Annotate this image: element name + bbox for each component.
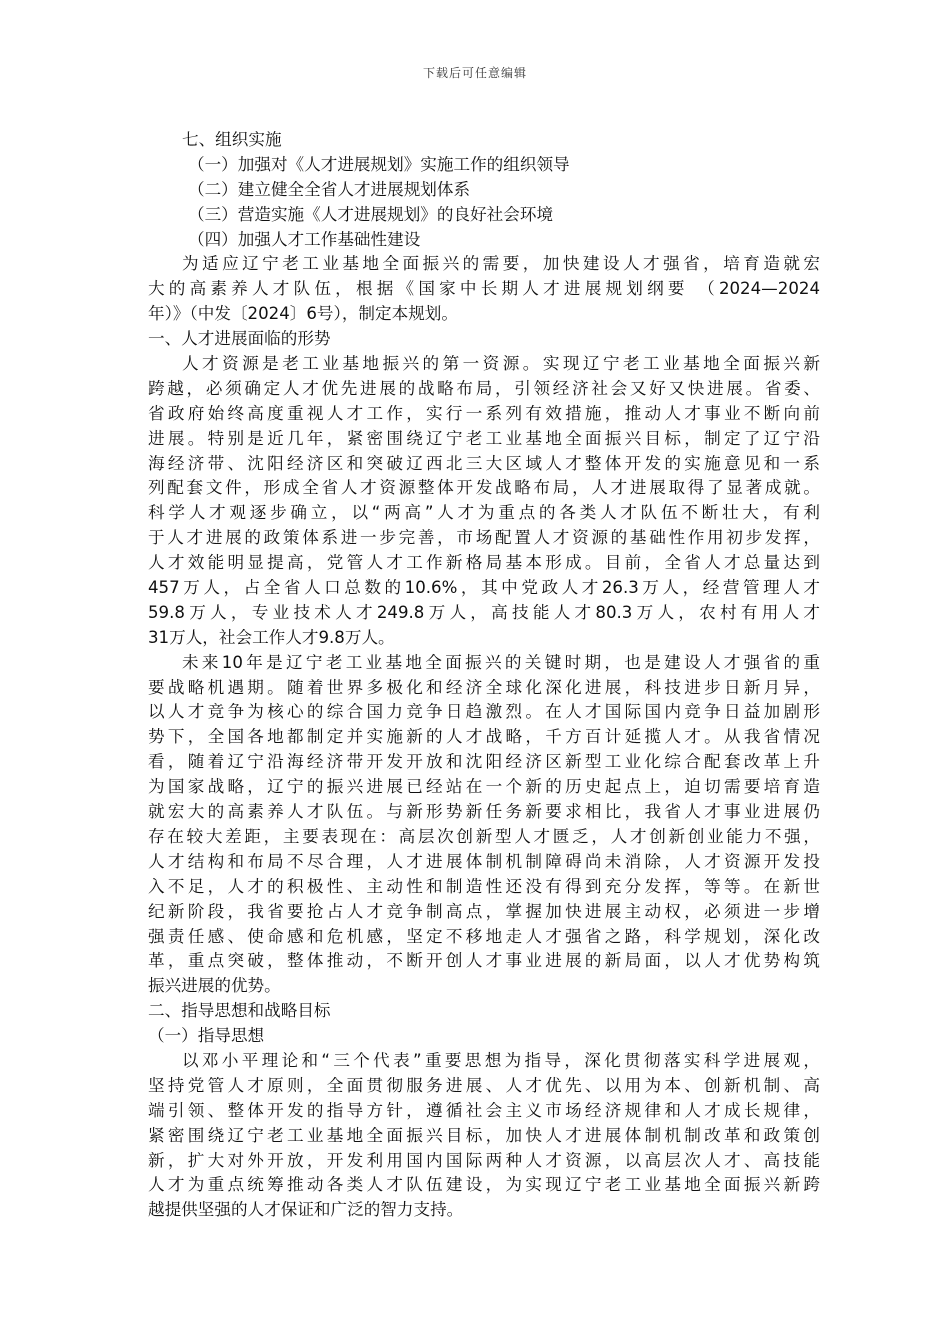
text-line: 年）》（中发〔2024〕6号），制定本规划。 <box>148 304 458 324</box>
text-line: 七、组织实施 <box>182 130 282 149</box>
text-line: 跨越，必须确定人才优先进展的战略布局，引领经济社会又好又快进展。省委、 <box>148 378 820 398</box>
text-line: 强责任感、使命感和危机感，坚定不移地走人才强省之路，科学规划，深化改 <box>148 926 820 946</box>
text-line: 人才资源是老工业基地振兴的第一资源。实现辽宁老工业基地全面振兴新 <box>182 354 820 374</box>
text-line: 存在较大差距，主要表现在：高层次创新型人才匮乏，人才创新创业能力不强， <box>148 826 820 846</box>
text-line: 二、指导思想和战略目标 <box>148 1001 331 1021</box>
text-line: 科学人才观逐步确立，以“两高”人才为重点的各类人才队伍不断壮大，有利 <box>148 503 820 523</box>
text-line: 457万人，占全省人口总数的10.6%，其中党政人才26.3万人，经营管理人才 <box>148 578 820 598</box>
text-line: 于人才进展的政策体系进一步完善，市场配置人才资源的基础性作用初步发挥， <box>148 528 820 548</box>
text-line: 新，扩大对外开放，开发利用国内国际两种人才资源，以高层次人才、高技能 <box>148 1150 820 1170</box>
text-line: 振兴进展的优势。 <box>148 976 281 996</box>
text-line: （二）建立健全全省人才进展规划体系 <box>188 179 471 199</box>
text-line: 势下，全国各地都制定并实施新的人才战略，千方百计延揽人才。从我省情况 <box>148 727 820 747</box>
text-line: 人才效能明显提高，党管人才工作新格局基本形成。目前，全省人才总量达到 <box>148 553 820 573</box>
text-line: 看，随着辽宁沿海经济带开发开放和沈阳经济区新型工业化综合配套改革上升 <box>148 752 820 772</box>
text-line: 人才结构和布局不尽合理，人才进展体制机制障碍尚未消除，人才资源开发投 <box>148 851 820 871</box>
text-line: 紧密围绕辽宁老工业基地全面振兴目标，加快人才进展体制机制改革和政策创 <box>148 1125 820 1145</box>
text-line: 革，重点突破，整体推动，不断开创人才事业进展的新局面，以人才优势构筑 <box>148 951 820 971</box>
text-line: 入不足，人才的积极性、主动性和制造性还没有得到充分发挥，等等。在新世 <box>148 876 820 896</box>
text-line: 一、人才进展面临的形势 <box>148 329 331 349</box>
text-line: 就宏大的高素养人才队伍。与新形势新任务新要求相比，我省人才事业进展仍 <box>148 802 820 822</box>
text-line: 未来10年是辽宁老工业基地全面振兴的关键时期，也是建设人才强省的重 <box>182 652 820 672</box>
text-line: （三）营造实施《人才进展规划》的良好社会环境 <box>188 204 554 224</box>
text-line: 为国家战略，辽宁的振兴进展已经站在一个新的历史起点上，迫切需要培育造 <box>148 777 820 797</box>
text-line: 为适应辽宁老工业基地全面振兴的需要，加快建设人才强省，培育造就宏 <box>182 254 820 274</box>
text-line: 列配套文件，形成全省人才资源整体开发战略布局，人才进展取得了显著成就。 <box>148 478 820 498</box>
text-line: 进展。特别是近几年，紧密围绕辽宁老工业基地全面振兴目标，制定了辽宁沿 <box>148 428 820 448</box>
text-line: 59.8万人，专业技术人才249.8万人，高技能人才80.3万人，农村有用人才 <box>148 602 820 622</box>
text-line: 端引领、整体开发的指导方针，遵循社会主义市场经济规律和人才成长规律， <box>148 1100 820 1120</box>
text-line: （四）加强人才工作基础性建设 <box>188 229 421 249</box>
text-line: 纪新阶段，我省要抢占人才竞争制高点，掌握加快进展主动权，必须进一步增 <box>148 901 820 921</box>
page-header-note: 下载后可任意编辑 <box>422 66 527 80</box>
text-line: 坚持党管人才原则，全面贯彻服务进展、人才优先、以用为本、创新机制、高 <box>148 1075 820 1095</box>
text-line: 以人才竞争为核心的综合国力竞争日趋激烈。在人才国际国内竞争日益加剧形 <box>148 702 820 722</box>
text-line: 大的高素养人才队伍，根据《国家中长期人才进展规划纲要 （2024—2024 <box>148 279 820 299</box>
document-body <box>148 128 820 1223</box>
text-line: 越提供坚强的人才保证和广泛的智力支持。 <box>148 1200 464 1220</box>
text-line: （一）指导思想 <box>148 1026 265 1046</box>
text-line: （一）加强对《人才进展规划》实施工作的组织领导 <box>188 154 570 174</box>
text-line: 要战略机遇期。随着世界多极化和经济全球化深化进展，科技进步日新月异， <box>148 677 820 697</box>
text-line: 以邓小平理论和“三个代表”重要思想为指导，深化贯彻落实科学进展观， <box>182 1050 820 1070</box>
text-line: 海经济带、沈阳经济区和突破辽西北三大区域人才整体开发的实施意见和一系 <box>148 453 820 473</box>
text-line: 31万人，社会工作人才9.8万人。 <box>148 627 395 647</box>
text-line: 人才为重点统筹推动各类人才队伍建设，为实现辽宁老工业基地全面振兴新跨 <box>148 1175 820 1195</box>
text-line: 省政府始终高度重视人才工作，实行一系列有效措施，推动人才事业不断向前 <box>148 403 820 423</box>
